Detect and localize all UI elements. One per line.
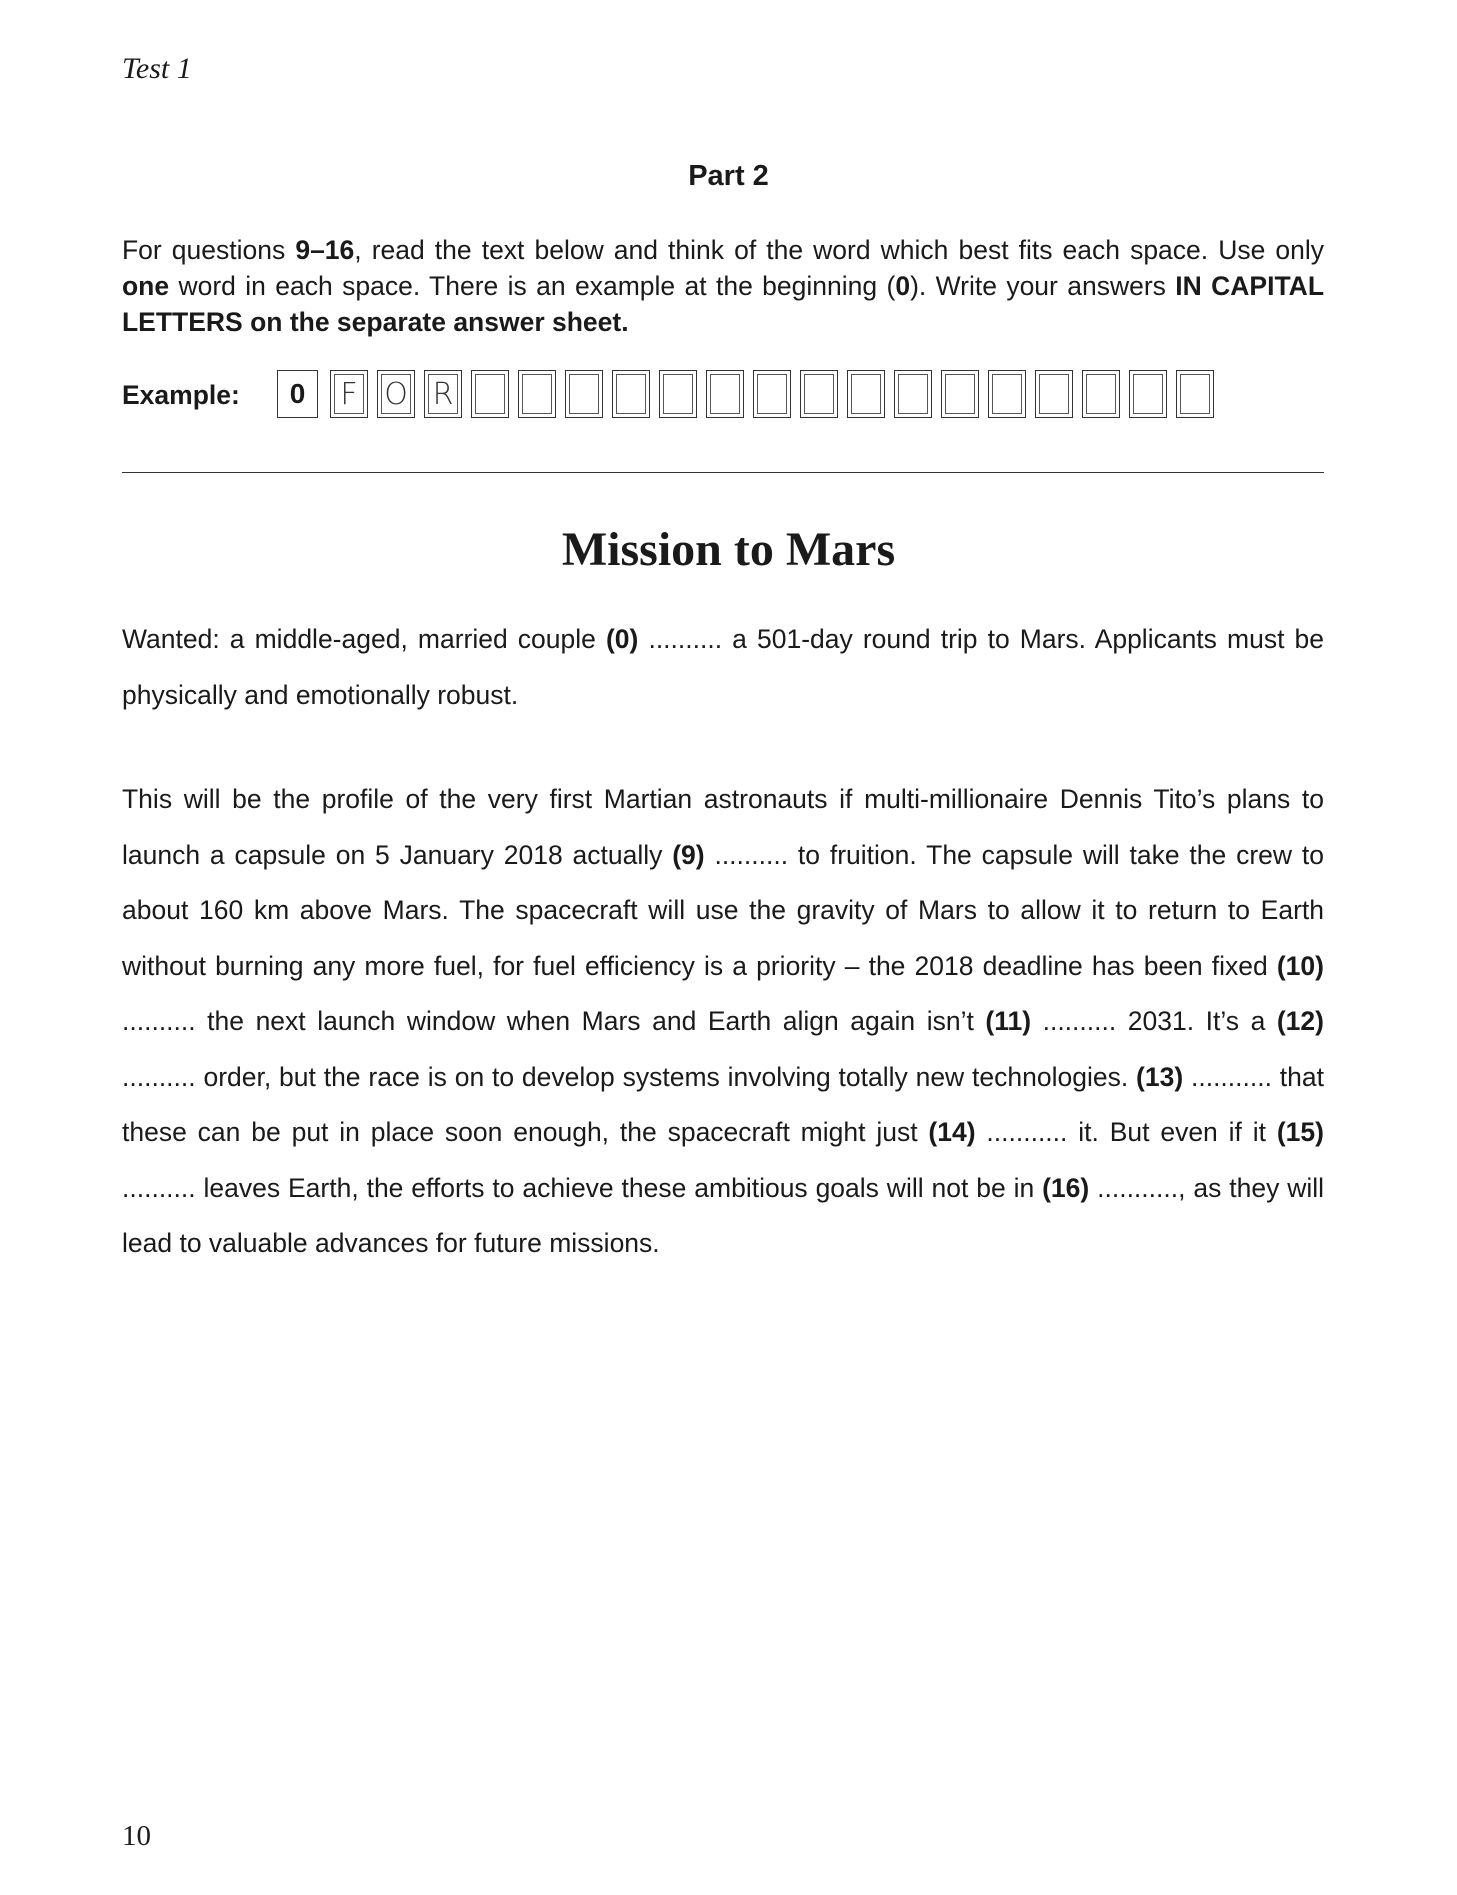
passage-text: Wanted: a middle-aged, married couple (122, 624, 606, 654)
gap-number: (11) (985, 1006, 1032, 1036)
passage-title: Mission to Mars (561, 523, 896, 576)
answer-letter-box (518, 370, 556, 418)
example-answer-letter: O (384, 376, 408, 412)
capital-letters-note: IN CAPITAL LETTERS on the separate answer sheet. (122, 271, 1325, 337)
answer-letter-box (847, 370, 885, 418)
passage-text: ........... that these can be put in place soon enough, the spacecraft might just (122, 1061, 1324, 1147)
instructions-text: word in each space. There is an example at the beginning ( (169, 271, 896, 301)
answer-letter-box-inner (898, 374, 928, 414)
gap-number: (10) (1276, 950, 1324, 981)
answer-letter-box-inner (1086, 374, 1116, 414)
gap-number: (0) (605, 624, 639, 654)
answer-letter-box (612, 370, 650, 418)
instructions-text: ). Write your answers (910, 271, 1176, 301)
passage-paragraph-1 (122, 612, 1324, 723)
answer-letter-box (706, 370, 744, 418)
answer-letter-box (1129, 370, 1167, 418)
answer-letter-box (424, 370, 462, 418)
answer-letter-box (894, 370, 932, 418)
example-label: Example: (122, 380, 240, 410)
passage-text: .......... the next launch window when Mars and Earth align again isn’t (122, 1006, 986, 1036)
emphasis-one: one (122, 271, 170, 301)
answer-letter-box-inner (710, 374, 740, 414)
passage-text: .......... 2031. It’s a (1031, 1006, 1277, 1036)
answer-letter-box-inner (1133, 374, 1163, 414)
passage-text: .......... leaves Earth, the efforts to achieve these ambitious goals will not be in (122, 1172, 1043, 1203)
gap-number: (13) (1136, 1061, 1184, 1092)
answer-letter-box (1082, 370, 1120, 418)
answer-letter-box (377, 370, 415, 418)
example-number-box (277, 370, 318, 418)
running-head: Test 1 (122, 52, 192, 85)
answer-letter-box-inner (663, 374, 693, 414)
answer-letter-box (988, 370, 1026, 418)
answer-letter-box-inner (522, 374, 552, 414)
page-number: 10 (122, 1820, 151, 1852)
passage-text: ........... it. But even if it (975, 1117, 1277, 1147)
example-answer-letter: R (432, 376, 454, 412)
gap-number: (9) (672, 839, 705, 870)
question-range: 9–16 (295, 235, 355, 265)
answer-letter-box-inner (1039, 374, 1069, 414)
answer-letter-box (753, 370, 791, 418)
example-row (122, 370, 1324, 422)
answer-letter-box-inner (569, 374, 599, 414)
answer-letter-box (800, 370, 838, 418)
answer-letter-box-inner (945, 374, 975, 414)
instructions-text: , read the text below and think of the word which best fits each space. Use only (354, 235, 1325, 265)
part-heading: Part 2 (688, 160, 769, 192)
answer-letter-box-inner (851, 374, 881, 414)
passage-paragraph-2 (122, 772, 1324, 1272)
passage-text: .......... a 501-day round trip to Mars. Applicants must be physically and emotionally robust. (122, 624, 1324, 710)
answer-letter-box-inner (1180, 374, 1210, 414)
example-answer-letter: F (340, 376, 358, 412)
gap-number: (14) (928, 1117, 976, 1147)
passage-text: .......... to fruition. The capsule will take the crew to about 160 km above Mars. The spacecraft will use the gravity of Mars to allow it to return to Earth without burning any more fuel, for fuel efficiency is a priority – the 2018 deadline has been fixed (122, 839, 1324, 981)
instructions-text: For questions (122, 235, 296, 265)
answer-letter-box-inner (757, 374, 787, 414)
passage-text: ..........., as they will lead to valuable advances for future missions. (122, 1172, 1324, 1258)
divider (122, 472, 1324, 473)
answer-letter-box-inner (616, 374, 646, 414)
gap-number: (12) (1276, 1006, 1324, 1036)
answer-letter-box (659, 370, 697, 418)
answer-letter-box-inner (804, 374, 834, 414)
passage-text: .......... order, but the race is on to develop systems involving totally new technologies. (122, 1061, 1137, 1092)
instructions (122, 232, 1324, 340)
answer-letter-box-inner (475, 374, 505, 414)
gap-number: (15) (1276, 1117, 1324, 1147)
answer-letter-box (1035, 370, 1073, 418)
example-ref: 0 (895, 271, 911, 301)
answer-letter-box (565, 370, 603, 418)
answer-letter-box (330, 370, 368, 418)
answer-letter-box (471, 370, 509, 418)
answer-letter-box-inner (992, 374, 1022, 414)
answer-letter-box (1176, 370, 1214, 418)
passage-text: This will be the profile of the very first Martian astronauts if multi-millionaire Dennis Tito’s plans to launch a capsule on 5 January 2018 actually (122, 784, 1324, 870)
answer-letter-box (941, 370, 979, 418)
example-number: 0 (289, 378, 306, 409)
gap-number: (16) (1042, 1172, 1090, 1203)
